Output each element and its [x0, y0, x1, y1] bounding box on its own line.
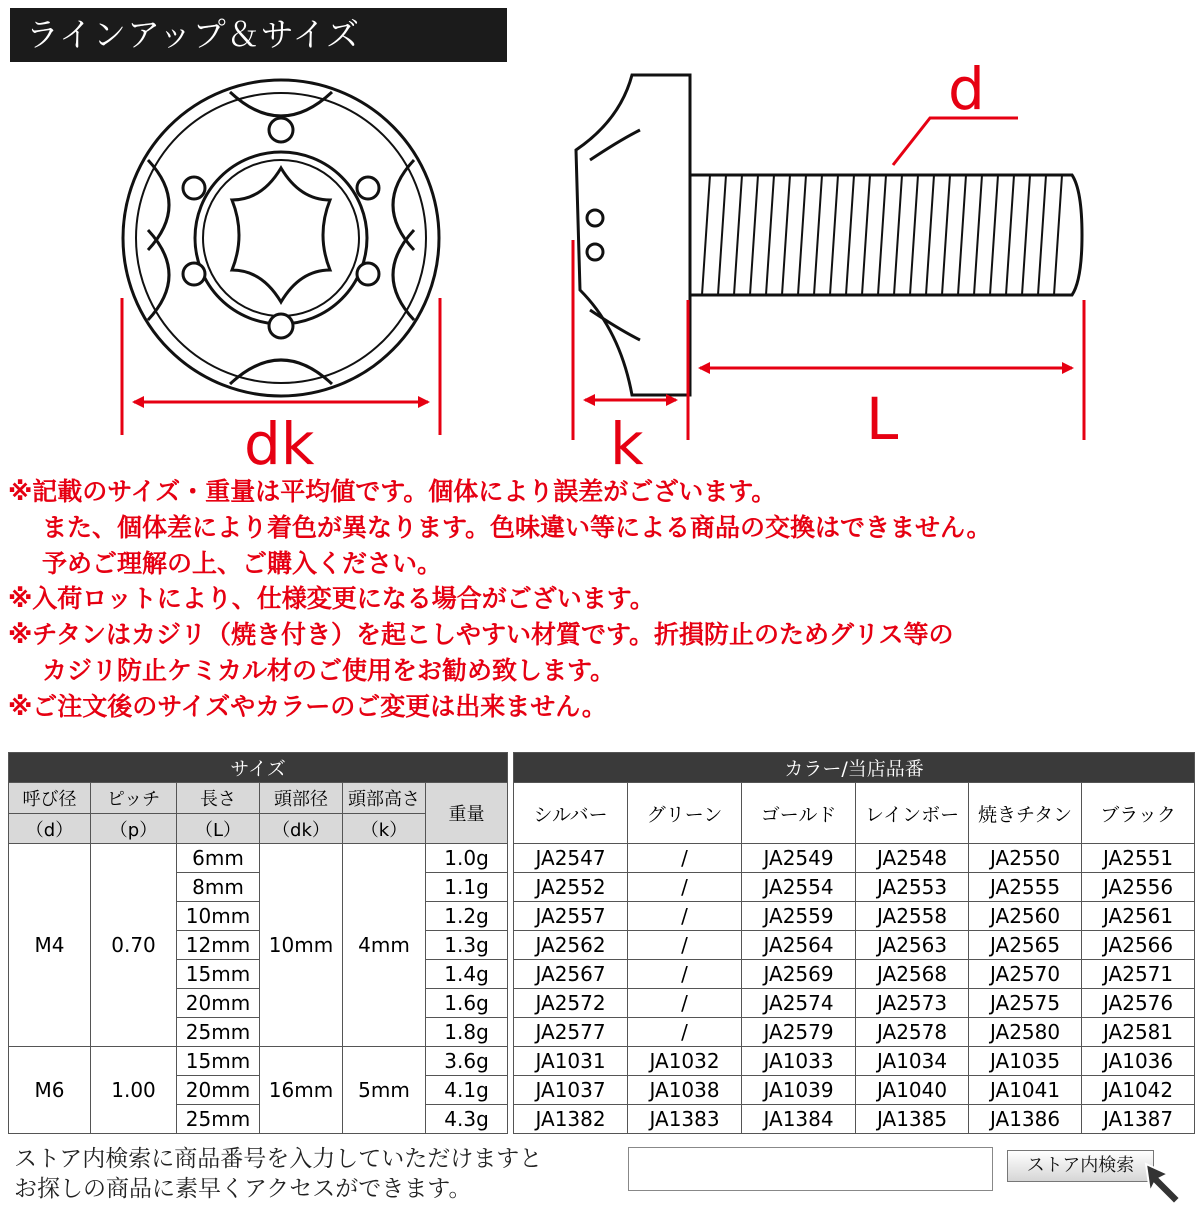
cell-product-code: JA1041: [969, 1076, 1082, 1105]
table-row: [9, 873, 1195, 902]
cell-product-code: JA2568: [856, 960, 969, 989]
cell-length: 8mm: [177, 873, 260, 902]
label-dk: dk: [244, 410, 315, 478]
cell-product-code: JA2553: [856, 873, 969, 902]
col-header-weight: 重量: [426, 783, 508, 844]
table-row: [9, 844, 1195, 873]
cell-product-code: JA2550: [969, 844, 1082, 873]
cell-product-code: JA1037: [514, 1076, 628, 1105]
color-col-header: ブラック: [1082, 783, 1195, 844]
cell-product-code: JA2566: [1082, 931, 1195, 960]
cell-product-code: JA2570: [969, 960, 1082, 989]
label-L: L: [866, 385, 899, 453]
bolt-side-view: [576, 75, 1082, 395]
cell-product-code: JA2573: [856, 989, 969, 1018]
cell-weight: 1.2g: [426, 902, 508, 931]
cell-product-code: JA2578: [856, 1018, 969, 1047]
table-row: [9, 1076, 1195, 1105]
note-line: ※入荷ロットにより、仕様変更になる場合がございます。: [8, 584, 655, 614]
cell-product-code: /: [628, 989, 742, 1018]
cell-product-code: JA2575: [969, 989, 1082, 1018]
cell-length: 6mm: [177, 844, 260, 873]
spec-table: [8, 752, 1195, 1134]
cell-product-code: JA2580: [969, 1018, 1082, 1047]
table-row: [9, 1018, 1195, 1047]
cell-weight: 4.3g: [426, 1105, 508, 1134]
note-line: ※チタンはカジリ（焼き付き）を起こしやすい材質です。折損防止のためグリス等の: [8, 620, 954, 650]
color-header: カラー/当店品番: [514, 753, 1195, 783]
cell-product-code: JA2563: [856, 931, 969, 960]
table-row: [9, 1105, 1195, 1134]
cell-product-code: /: [628, 960, 742, 989]
cell-product-code: JA2558: [856, 902, 969, 931]
cell-product-code: JA2564: [742, 931, 856, 960]
cell-length: 10mm: [177, 902, 260, 931]
cell-weight: 3.6g: [426, 1047, 508, 1076]
cell-product-code: JA2574: [742, 989, 856, 1018]
cell-pitch: 1.00: [91, 1047, 177, 1134]
cell-product-code: JA2581: [1082, 1018, 1195, 1047]
color-col-header: ゴールド: [742, 783, 856, 844]
note-line: ※記載のサイズ・重量は平均値です。個体により誤差がございます。: [8, 477, 777, 506]
cell-product-code: JA1039: [742, 1076, 856, 1105]
cell-weight: 1.8g: [426, 1018, 508, 1047]
cell-product-code: JA2561: [1082, 902, 1195, 931]
color-col-header: シルバー: [514, 783, 628, 844]
cell-product-code: JA1036: [1082, 1047, 1195, 1076]
color-col-header: 焼きチタン: [969, 783, 1082, 844]
search-hint-line: お探しの商品に素早くアクセスができます。: [14, 1176, 472, 1202]
note-line: 予めご理解の上、ご購入ください。: [42, 548, 443, 578]
table-row: [9, 989, 1195, 1018]
col-header: 呼び径: [9, 783, 91, 814]
cell-head-height: 4mm: [343, 844, 426, 1047]
search-hint-line: ストア内検索に商品番号を入力していただけますと: [14, 1146, 543, 1172]
cell-product-code: /: [628, 844, 742, 873]
cell-product-code: JA2569: [742, 960, 856, 989]
cell-product-code: JA2547: [514, 844, 628, 873]
bolt-diagram: [0, 55, 1200, 478]
table-row: [9, 931, 1195, 960]
label-d: d: [948, 55, 985, 123]
cell-weight: 1.1g: [426, 873, 508, 902]
col-header: ピッチ: [91, 783, 177, 814]
cell-product-code: JA2576: [1082, 989, 1195, 1018]
col-subheader: （p）: [91, 814, 177, 844]
cell-head-height: 5mm: [343, 1047, 426, 1134]
cell-product-code: /: [628, 873, 742, 902]
cell-weight: 1.6g: [426, 989, 508, 1018]
cell-product-code: JA2567: [514, 960, 628, 989]
cell-product-code: JA2565: [969, 931, 1082, 960]
bolt-drawing: [0, 55, 1200, 478]
note-line: また、個体差により着色が異なります。色味違い等による商品の交換はできません。: [42, 512, 992, 542]
cell-product-code: JA2552: [514, 873, 628, 902]
cell-product-code: JA2549: [742, 844, 856, 873]
col-header: 頭部高さ: [343, 783, 426, 814]
cell-head-diameter: 16mm: [260, 1047, 343, 1134]
cell-diameter: M4: [9, 844, 91, 1047]
cell-product-code: JA1384: [742, 1105, 856, 1134]
cell-product-code: JA2554: [742, 873, 856, 902]
cell-weight: 4.1g: [426, 1076, 508, 1105]
col-subheader: （L）: [177, 814, 260, 844]
cell-product-code: JA2562: [514, 931, 628, 960]
cell-product-code: JA2557: [514, 902, 628, 931]
table-row: [9, 960, 1195, 989]
cell-product-code: JA2560: [969, 902, 1082, 931]
cell-diameter: M6: [9, 1047, 91, 1134]
table-row: [9, 1047, 1195, 1076]
cell-product-code: JA2579: [742, 1018, 856, 1047]
cell-pitch: 0.70: [91, 844, 177, 1047]
cell-product-code: /: [628, 902, 742, 931]
col-header: 長さ: [177, 783, 260, 814]
col-subheader: （d）: [9, 814, 91, 844]
cell-product-code: JA1387: [1082, 1105, 1195, 1134]
cell-product-code: JA1042: [1082, 1076, 1195, 1105]
size-header: サイズ: [9, 753, 508, 783]
notes: [8, 474, 1198, 725]
cell-length: 25mm: [177, 1018, 260, 1047]
cell-product-code: JA1386: [969, 1105, 1082, 1134]
label-k: k: [610, 410, 644, 478]
cell-length: 12mm: [177, 931, 260, 960]
cell-length: 20mm: [177, 1076, 260, 1105]
color-col-header: グリーン: [628, 783, 742, 844]
cell-product-code: /: [628, 931, 742, 960]
cell-product-code: /: [628, 1018, 742, 1047]
store-search: [0, 1140, 1200, 1200]
cell-product-code: JA2556: [1082, 873, 1195, 902]
cell-product-code: JA1038: [628, 1076, 742, 1105]
cell-weight: 1.3g: [426, 931, 508, 960]
cell-product-code: JA2559: [742, 902, 856, 931]
note-line: ※ご注文後のサイズやカラーのご変更は出来ません。: [8, 691, 607, 721]
section-title: ラインアップ＆サイズ: [10, 8, 507, 62]
cell-weight: 1.4g: [426, 960, 508, 989]
cell-length: 25mm: [177, 1105, 260, 1134]
cell-product-code: JA1031: [514, 1047, 628, 1076]
col-subheader: （k）: [343, 814, 426, 844]
col-header: 頭部径: [260, 783, 343, 814]
cell-length: 15mm: [177, 1047, 260, 1076]
search-button[interactable]: ストア内検索: [1007, 1150, 1154, 1182]
search-input[interactable]: [628, 1147, 993, 1191]
cell-head-diameter: 10mm: [260, 844, 343, 1047]
cell-product-code: JA2572: [514, 989, 628, 1018]
cell-product-code: JA2551: [1082, 844, 1195, 873]
cell-product-code: JA2555: [969, 873, 1082, 902]
cell-weight: 1.0g: [426, 844, 508, 873]
cell-product-code: JA2571: [1082, 960, 1195, 989]
bolt-head-front-view: [123, 80, 439, 396]
col-subheader: （dk）: [260, 814, 343, 844]
cell-product-code: JA1385: [856, 1105, 969, 1134]
cell-product-code: JA1382: [514, 1105, 628, 1134]
cell-product-code: JA2548: [856, 844, 969, 873]
search-hint: [14, 1144, 542, 1204]
color-col-header: レインボー: [856, 783, 969, 844]
note-line: カジリ防止ケミカル材のご使用をお勧め致します。: [42, 655, 616, 685]
cursor-arrow-icon: [1140, 1160, 1190, 1208]
cell-product-code: JA1034: [856, 1047, 969, 1076]
cell-product-code: JA1032: [628, 1047, 742, 1076]
cell-product-code: JA1040: [856, 1076, 969, 1105]
table-row: [9, 902, 1195, 931]
cell-product-code: JA1035: [969, 1047, 1082, 1076]
cell-length: 15mm: [177, 960, 260, 989]
cell-length: 20mm: [177, 989, 260, 1018]
cell-product-code: JA1033: [742, 1047, 856, 1076]
cell-product-code: JA1383: [628, 1105, 742, 1134]
cell-product-code: JA2577: [514, 1018, 628, 1047]
